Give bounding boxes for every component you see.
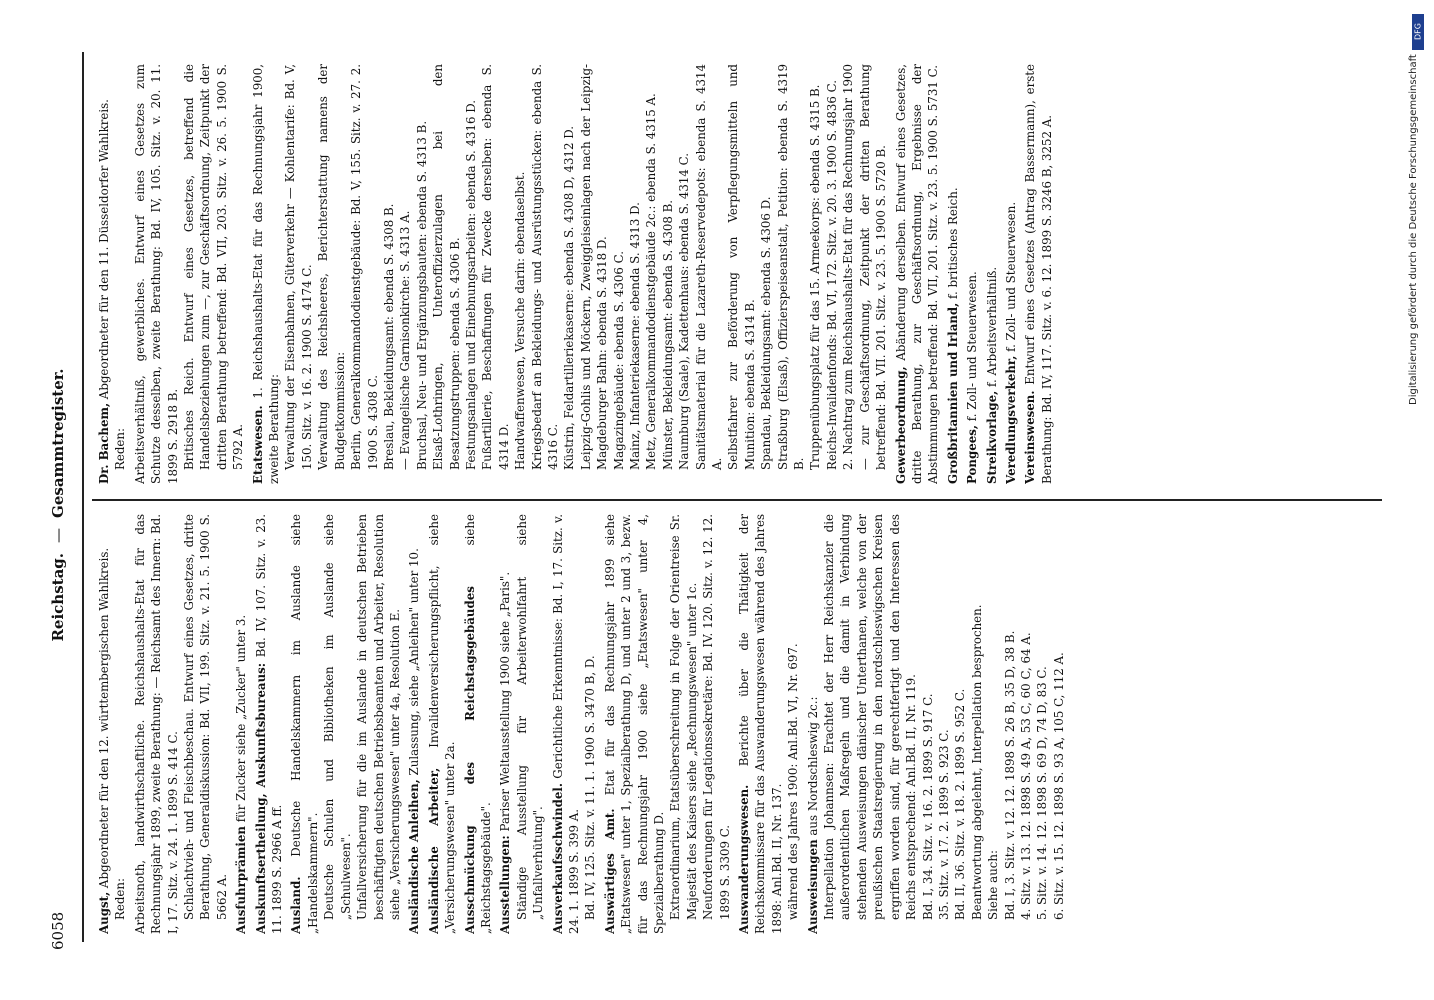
- entry-text: Bd. II, 36. Sitz. v. 18. 2. 1899 S. 952 C.: [953, 688, 968, 920]
- running-title-dash: —: [49, 527, 67, 543]
- entry-line: [824, 64, 840, 484]
- entry-heading: Dr. Bachem,: [97, 402, 111, 484]
- entry-text: Reden:: [113, 428, 128, 470]
- entry-line: [132, 514, 181, 934]
- entry-line: [315, 64, 348, 484]
- index-entry: [550, 514, 599, 934]
- page-number: 6058: [49, 911, 67, 950]
- entry-line: [969, 514, 985, 934]
- entry-line: [514, 514, 547, 934]
- entry-text: Entwurf eines Gesetzes (Antrag Bassermann), erste Berathung: Bd. IV, 117. Sitz. v. 6. 12. 1899 S. 3246 B, 3252 A.: [1023, 64, 1054, 484]
- entry-heading: Auskunftsertheilung, Auskunftsbureaus:: [253, 662, 268, 934]
- index-entry: [736, 514, 802, 934]
- entry-heading: Veredlungsverkehr,: [1003, 355, 1018, 484]
- entry-line: [561, 64, 577, 484]
- entry-text: Bd. IV, 125. Sitz. v. 11. 1. 1900 S. 3470 B, D.: [583, 655, 598, 920]
- running-title-right: Gesammtregister.: [49, 368, 67, 518]
- index-entry: [964, 64, 980, 484]
- entry-text: Gerichtliche Erkenntnisse: Bd. I, 17. Sitz. v. 24. 1. 1899 S. 399 A.: [550, 514, 581, 934]
- entry-line: [700, 514, 733, 934]
- entry-text: Schlachtvieh- und Fleischbeschau. Entwurf eines Gesetzes, dritte Berathung, Generaldiskussion: Bd. VII, 199. Sitz. v. 21. 5. 1900 S. 5662 A.: [182, 514, 229, 920]
- entry-line: [1022, 64, 1055, 484]
- entry-line: [426, 514, 459, 934]
- entry-line: [667, 514, 700, 934]
- entry-line: [497, 514, 513, 934]
- entry-line: [132, 64, 181, 484]
- entry-text: Bd. I, 34. Sitz. v. 16. 2. 1899 S. 917 C.: [920, 693, 935, 920]
- entry-text: Festungsanlagen und Einebnungsarbeiten: ebenda S. 4316 D.: [463, 99, 478, 470]
- right-column: [96, 64, 1386, 484]
- entry-text: Spandau, Bekleidungsamt: ebenda S. 4306 D.: [759, 196, 774, 470]
- entry-text: Magazingebäude: ebenda S. 4306 C.: [611, 251, 626, 470]
- entry-line: [250, 64, 283, 484]
- entry-text: Extraordinarium, Etatsüberschreitung in Folge der Orientreise Sr. Majestät des Kaisers siehe „Rechnungswesen" unter 1c.: [668, 514, 699, 920]
- index-entry: [288, 514, 403, 934]
- entry-line: [611, 64, 627, 484]
- running-title: [40, 50, 76, 960]
- entry-text: 5. Sitz. v. 14. 12. 1898 S. 69 D, 74 D, 83 C.: [1035, 666, 1050, 920]
- entry-text: Abgeordneter für den 12. württembergischen Wahlkreis.: [97, 547, 111, 889]
- index-entry: [462, 514, 495, 934]
- index-entry: [96, 64, 129, 484]
- entry-line: [920, 514, 936, 934]
- index-entry: [984, 64, 1000, 484]
- entry-heading: Auswanderungswesen.: [737, 784, 752, 934]
- entry-line: [805, 514, 821, 934]
- entry-text: Bruchsal, Neu- und Ergänzungsbauten: ebenda S. 4313 B.: [414, 120, 429, 470]
- entry-text: 35. Sitz. v. 17. 2. 1899 S. 923 C.: [936, 729, 951, 920]
- index-entry: [805, 514, 1068, 934]
- entry-line: [627, 64, 643, 484]
- entry-text: Britisches Reich. Entwurf eines Gesetzes, betreffend die Handelsbeziehungen zum —, zur Geschäftsordnung, Zeitpunkt der dritten Berathung betreffend: Bd. VII, 203. Sitz. v. 26. 5. 1900 S. 5792 A.: [182, 64, 246, 470]
- dfg-logo: DFG: [1412, 14, 1424, 50]
- entry-text: Invalidenversicherungspflicht, siehe „Versicherungswesen" unter 2a.: [426, 514, 458, 934]
- entry-text: Reichs-Invalidenfonds: Bd. VI, 172. Sitz. v. 20. 3. 1900 S. 4836 C.: [824, 80, 839, 470]
- entry-text: Deutsche Schulen und Bibliotheken im Auslande siehe „Schulwesen".: [322, 514, 353, 920]
- entry-line: [348, 64, 381, 484]
- entry-text: Bd. IV, 107. Sitz. v. 23. 11. 1899 S. 2966 A ff.: [253, 514, 285, 934]
- entry-heading: Ausfuhrprämien: [234, 826, 249, 934]
- entry-line: [582, 514, 598, 934]
- entry-text: Berlin, Generalkommandodienstgebäude: Bd. V, 155. Sitz. v. 27. 2. 1900 S. 4308 C.: [349, 64, 380, 470]
- entry-heading: Ausverkaufsschwindel.: [550, 782, 565, 934]
- entry-heading: Ausländische Arbeiter,: [426, 767, 441, 934]
- entry-line: [397, 64, 413, 484]
- entry-text: 4. Sitz. v. 13. 12. 1898 S. 49 A, 53 C, 60 C, 64 A.: [1018, 632, 1033, 920]
- entry-line: [253, 514, 286, 934]
- running-title-left: Reichstag.: [49, 552, 67, 642]
- entry-heading: Großbritannien und Irland,: [945, 302, 960, 484]
- entry-line: [693, 64, 726, 484]
- entry-text: Interpellation Johannsen: Erachtet der Herr Reichskanzler die außerordentlichen Maßregeln und die damit in Verbindung stehenden Ausweisungen dänischer Unterthanen, welche von der preußischen Staatsregierung in den nordschleswigschen Kreisen ergriffen worden sind, für gerechtfertigt und den Interessen des Reichs entsprechend: Anl.Bd. II, Nr. 119.: [822, 514, 919, 920]
- entry-text: Naumburg (Saale), Kadettenhaus: ebenda S. 4314 C.: [677, 152, 692, 470]
- entry-text: Berichte über die Thätigkeit der Reichskommissare für das Auswanderungswesen während des Jahres 1898: Anl.Bd. II, Nr. 137.: [737, 514, 784, 934]
- entry-text: Fußartillerie, Beschaffungen für Zwecke derselben: ebenda S. 4314 D.: [480, 64, 511, 470]
- entry-text: Ständige Ausstellung für Arbeiterwohlfahrt siehe „Unfallverhütung".: [514, 514, 546, 920]
- entry-line: [676, 64, 692, 484]
- entry-text: Etat für das Rechnungsjahr 1899 siehe „Etatswesen" unter 1, Spezialberathung D, und unter 2 und 3, bezw. für das Rechnungsjahr 1900 siehe „Etatswesen" unter 4, Spezialberathung D.: [602, 514, 666, 934]
- entry-line: [381, 64, 397, 484]
- entry-text: Selbstfahrer zur Beförderung von Verpflegungsmitteln und Munition: ebenda S. 4314 B.: [726, 64, 757, 470]
- entry-line: [1003, 64, 1019, 484]
- entry-text: Breslau, Bekleidungsamt: ebenda S. 4308 B.: [381, 203, 396, 470]
- entry-line: [282, 64, 315, 484]
- index-entry: [132, 64, 247, 484]
- entry-line: [936, 514, 952, 934]
- entry-text: Siehe auch:: [986, 850, 1001, 920]
- entry-text: Sanitätsmaterial für die Lazareth-Reservedepots: ebenda S. 4314 A.: [693, 64, 725, 470]
- entry-text: Leipzig-Gohlis und Möckern, Zweiggleiseinlagen nach der Leipzig-Magdeburger Bahn: ebenda S. 4318 D.: [578, 64, 610, 470]
- entry-line: [840, 64, 889, 484]
- entry-text: Kriegsbedarf an Bekleidungs- und Ausrüstungsstücken: ebenda S. 4316 C.: [529, 64, 560, 470]
- entry-text: Abgeordneter für den 11. Düsseldorfer Wahlkreis.: [97, 99, 111, 400]
- entry-line: [550, 514, 583, 934]
- entry-line: [725, 64, 758, 484]
- entry-line: [463, 64, 479, 484]
- page-header: [40, 50, 76, 960]
- entry-line: [602, 514, 668, 934]
- entry-text: 1. Reichshaushalts-Etat für das Rechnungsjahr 1900, zweite Berathung:: [250, 64, 282, 484]
- entry-line: [964, 64, 980, 484]
- entry-heading: Ausschmückung des Reichstagsgebäudes: [462, 586, 477, 934]
- index-entry: [602, 514, 733, 934]
- entry-line: [1018, 514, 1034, 934]
- entry-line: [643, 64, 659, 484]
- entry-text: — Evangelische Garnisonkirche: S. 4313 A.: [398, 210, 413, 470]
- index-entry: [253, 514, 286, 934]
- entry-line: [430, 64, 463, 484]
- entry-line: [406, 514, 422, 934]
- entry-text: Abänderung derselben. Entwurf eines Gesetzes, dritte Berathung, zur Geschäftsordnung, Ergebnisse der Abstimmungen betreffend: Bd. VII, 201. Sitz. v. 23. 5. 1900 S. 5731 C.: [893, 64, 941, 484]
- entry-line: [807, 64, 823, 484]
- index-entry: [497, 514, 546, 934]
- entry-line: [952, 514, 968, 934]
- index-entry: [1022, 64, 1055, 484]
- entry-text: Unfallversicherung für die im Auslande in deutschen Betrieben beschäftigten deutschen Betriebsbeamten und Arbeiter, Resolution siehe „Versicherungswesen" unter 4a, Resolution E.: [355, 514, 402, 920]
- index-entry: [1003, 64, 1019, 484]
- entry-line: [1051, 514, 1067, 934]
- entry-line: [233, 514, 249, 934]
- entry-text: Mainz, Infanteriekaserne: ebenda S. 4313 D.: [628, 202, 642, 470]
- entry-heading: Etatswesen.: [250, 405, 265, 484]
- entry-line: [462, 514, 495, 934]
- entry-text: Arbeitsnoth, landwirthschaftliche. Reichshaushalts-Etat für das Rechnungsjahr 1899, zweite Berathung: — Reichsamt des Innern: Bd. I, 17. Sitz. v. 24. 1. 1899 S. 414 C.: [132, 514, 180, 934]
- entry-text: 2. Nachtrag zum Reichshaushalts-Etat für das Rechnungsjahr 1900 — zur Geschäftsordnung, Zeitpunkt der dritten Berathung betreffend: Bd. VII. 201. Sitz. v. 23. 5. 1900 S. 5720 B.: [841, 64, 889, 470]
- entry-heading: Streikvorlage,: [984, 390, 999, 484]
- entry-line: [945, 64, 961, 484]
- entry-line: [181, 514, 230, 934]
- entry-line: [1002, 514, 1018, 934]
- entry-line: [354, 514, 403, 934]
- entry-line: [96, 64, 112, 484]
- index-entry: [250, 64, 890, 484]
- entry-line: [321, 514, 354, 934]
- digitization-credit: Digitalisierung gefördert durch die Deutsche Forschungsgemeinschaft: [1408, 54, 1419, 405]
- entry-heading: Ausweisungen: [805, 839, 820, 934]
- entry-text: Straßburg (Elsaß), Offizierspeiseanstalt, Petition: ebenda S. 4319 B.: [775, 64, 807, 470]
- entry-heading: Gewerbeordnung,: [893, 366, 908, 484]
- entry-text: Truppenübungsplatz für das 15. Armeekorps: ebenda S. 4315 B.: [808, 84, 823, 470]
- entry-text: Küstrin, Feldartilleriekaserne: ebenda S. 4308 D, 4312 D.: [562, 125, 577, 470]
- entry-text: Deutsche Handelskammern im Auslande siehe „Handelskammern".: [289, 514, 320, 934]
- entry-text: für Zucker siehe „Zucker" unter 3.: [234, 614, 249, 823]
- entry-heading: Ausland.: [289, 876, 304, 934]
- entry-heading: Vereinswesen.: [1023, 390, 1038, 484]
- entry-line: [660, 64, 676, 484]
- entry-line: [1034, 514, 1050, 934]
- entry-line: [736, 514, 785, 934]
- entry-line: [414, 64, 430, 484]
- entry-text: Bd. I, 3. Sitz. v. 12. 12. 1898 S. 26 B, 35 D, 38 B.: [1002, 630, 1017, 920]
- entry-text: Elsaß-Lothringen, Unteroffizierzulagen bei den Besatzungstruppen: ebenda S. 4306 B.: [431, 64, 462, 470]
- entry-text: Verwaltung des Reichsheeres, Berichterstattung namens der Budgetkommission:: [316, 64, 347, 470]
- entry-text: Münster, Bekleidungsamt: ebenda S. 4308 B.: [660, 199, 675, 470]
- entry-text: f. Arbeitsverhältniß.: [984, 266, 999, 387]
- left-column: [96, 514, 1386, 934]
- digitization-sidebar: [1404, 8, 1430, 992]
- entry-line: [578, 64, 611, 484]
- entry-text: f. Zoll- und Steuerwesen.: [965, 271, 980, 422]
- index-entry: [233, 514, 249, 934]
- index-entry: [893, 64, 942, 484]
- entry-line: [479, 64, 512, 484]
- entry-text: Zulassung, siehe „Anleihen" unter 10.: [407, 548, 422, 776]
- entry-text: Beantwortung abgelehnt, Interpellation besprochen.: [969, 604, 984, 920]
- entry-line: [775, 64, 808, 484]
- entry-text: Reden:: [113, 878, 128, 920]
- entry-heading: Augst,: [97, 891, 111, 934]
- entry-heading: Ausstellungen:: [498, 835, 513, 934]
- entry-line: [512, 64, 528, 484]
- entry-text: f. britisches Reich.: [945, 187, 960, 299]
- entry-text: Handwaffenwesen, Versuche darin: ebendaselbst.: [513, 171, 528, 470]
- entry-line: [785, 514, 801, 934]
- entry-line: [893, 64, 942, 484]
- index-entry: [426, 514, 459, 934]
- entry-text: f. Zoll- und Steuerwesen.: [1003, 201, 1018, 352]
- entry-line: [112, 64, 128, 484]
- entry-line: [181, 64, 247, 484]
- entry-line: [112, 514, 128, 934]
- entry-line: [821, 514, 919, 934]
- entry-heading: Auswärtiges Amt.: [602, 808, 617, 934]
- entry-text: Neuforderungen für Legationssekretäre: Bd. IV. 120. Sitz. v. 12. 12. 1899 S. 3309 C.: [701, 514, 732, 920]
- entry-text: siehe „Reichstagsgebäude".: [462, 514, 493, 934]
- index-entry: [945, 64, 961, 484]
- entry-text: aus Nordschleswig 2c.:: [805, 696, 820, 836]
- entry-text: Verwaltung der Eisenbahnen, Güterverkehr — Kohlentarife: Bd. V, 150. Sitz. v. 16. 2. 1900 S. 4174 C.: [283, 64, 314, 470]
- entry-line: [758, 64, 774, 484]
- index-entry: [406, 514, 422, 934]
- entry-text: während des Jahres 1900: Anl.Bd. VI, Nr. 697.: [786, 643, 801, 920]
- entry-text: Arbeitsverhältniß, gewerbliches. Entwurf eines Gesetzes zum Schutze desselben, zweite Berathung: Bd. IV, 105. Sitz. v. 20. 11. 1899 S. 2918 B.: [132, 64, 180, 484]
- entry-text: Metz, Generalkommandodienstgebäude 2c.: ebenda S. 4315 A.: [644, 93, 659, 470]
- entry-heading: Ausländische Anleihen,: [407, 779, 422, 934]
- entry-heading: Pongees,: [965, 424, 980, 484]
- entry-line: [984, 64, 1000, 484]
- header-rule: [82, 52, 84, 942]
- entry-line: [529, 64, 562, 484]
- index-entry: [96, 514, 129, 934]
- entry-text: Pariser Weltausstellung 1900 siehe „Paris".: [498, 571, 513, 832]
- entry-text: 6. Sitz. v. 15. 12. 1898 S. 93 A, 105 C, 112 A.: [1051, 652, 1066, 920]
- column-divider: [92, 499, 1382, 501]
- entry-line: [288, 514, 321, 934]
- index-entry: [132, 514, 230, 934]
- entry-line: [985, 514, 1001, 934]
- entry-line: [96, 514, 112, 934]
